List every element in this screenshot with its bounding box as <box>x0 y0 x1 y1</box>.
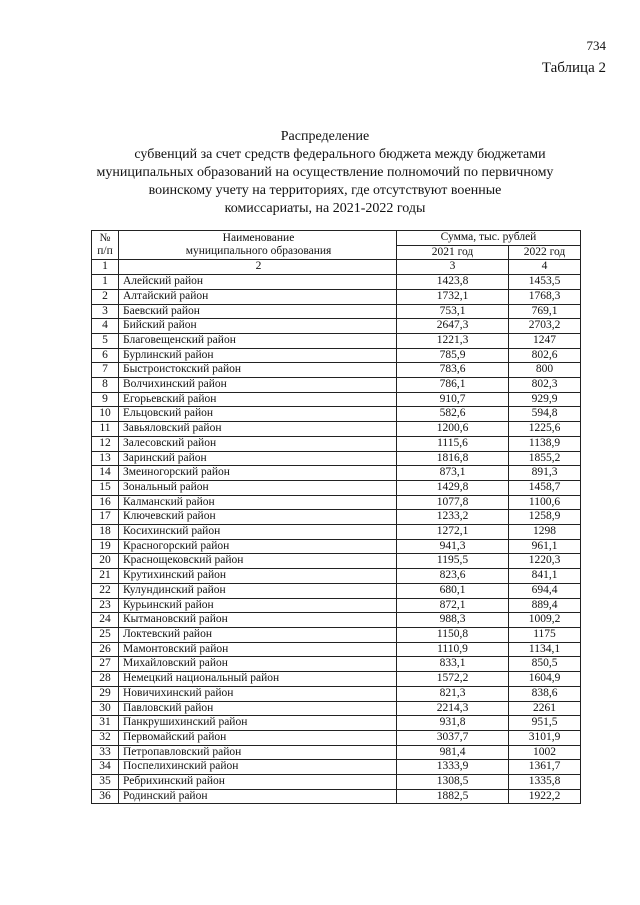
table-row <box>92 378 581 393</box>
column-number-cell: 4 <box>509 260 581 275</box>
table-row <box>92 466 581 481</box>
amount-2022-cell: 1335,8 <box>509 775 581 790</box>
municipality-name-cell: Алейский район <box>119 275 397 290</box>
table-row <box>92 701 581 716</box>
amount-2021-cell: 1115,6 <box>397 436 509 451</box>
row-number-cell: 28 <box>92 672 119 687</box>
amount-2022-cell: 769,1 <box>509 304 581 319</box>
amount-2022-cell: 1458,7 <box>509 480 581 495</box>
table-row <box>92 407 581 422</box>
header-name-line2: муниципального образования <box>185 245 332 258</box>
amount-2022-cell: 1247 <box>509 333 581 348</box>
amount-2022-cell: 850,5 <box>509 657 581 672</box>
amount-2022-cell: 1258,9 <box>509 510 581 525</box>
row-number-cell: 31 <box>92 716 119 731</box>
municipality-name-cell: Петропавловский район <box>119 745 397 760</box>
municipality-name-cell: Косихинский район <box>119 525 397 540</box>
row-number-cell: 13 <box>92 451 119 466</box>
row-number-cell: 1 <box>92 275 119 290</box>
amount-2022-cell: 1453,5 <box>509 275 581 290</box>
municipality-name-cell: Залесовский район <box>119 436 397 451</box>
column-number-cell: 3 <box>397 260 509 275</box>
table-row <box>92 510 581 525</box>
municipality-name-cell: Егорьевский район <box>119 392 397 407</box>
row-number-cell: 21 <box>92 569 119 584</box>
municipality-name-cell: Павловский район <box>119 701 397 716</box>
amount-2021-cell: 1272,1 <box>397 525 509 540</box>
row-number-cell: 16 <box>92 495 119 510</box>
document-heading <box>95 128 555 218</box>
table-row <box>92 289 581 304</box>
amount-2022-cell: 1100,6 <box>509 495 581 510</box>
municipality-name-cell: Бийский район <box>119 319 397 334</box>
header-sum-cell: Сумма, тыс. рублей <box>397 231 581 246</box>
amount-2022-cell: 838,6 <box>509 686 581 701</box>
amount-2022-cell: 2261 <box>509 701 581 716</box>
table-row <box>92 422 581 437</box>
header-year-2021: 2021 год <box>397 245 509 260</box>
municipality-name-cell: Калманский район <box>119 495 397 510</box>
municipality-name-cell: Курьинский район <box>119 598 397 613</box>
amount-2021-cell: 872,1 <box>397 598 509 613</box>
column-number-row <box>92 260 581 275</box>
municipality-name-cell: Поспелихинский район <box>119 760 397 775</box>
municipality-name-cell: Ключевский район <box>119 510 397 525</box>
amount-2021-cell: 1150,8 <box>397 627 509 642</box>
amount-2022-cell: 1855,2 <box>509 451 581 466</box>
table-row <box>92 672 581 687</box>
row-number-cell: 22 <box>92 583 119 598</box>
heading-line: субвенций за счет средств федерального бюджета между бюджетами <box>134 147 546 162</box>
row-number-cell: 3 <box>92 304 119 319</box>
heading-line: муниципальных образований на осуществление полномочий по первичному <box>96 165 554 180</box>
table-row <box>92 760 581 775</box>
amount-2021-cell: 1732,1 <box>397 289 509 304</box>
amount-2021-cell: 1308,5 <box>397 775 509 790</box>
municipality-name-cell: Красногорский район <box>119 539 397 554</box>
amount-2022-cell: 1298 <box>509 525 581 540</box>
table-row <box>92 686 581 701</box>
amount-2022-cell: 891,3 <box>509 466 581 481</box>
amount-2021-cell: 1221,3 <box>397 333 509 348</box>
amount-2022-cell: 1768,3 <box>509 289 581 304</box>
column-number-cell: 1 <box>92 260 119 275</box>
amount-2021-cell: 1077,8 <box>397 495 509 510</box>
municipality-name-cell: Крутихинский район <box>119 569 397 584</box>
amount-2021-cell: 931,8 <box>397 716 509 731</box>
amount-2021-cell: 821,3 <box>397 686 509 701</box>
amount-2022-cell: 1009,2 <box>509 613 581 628</box>
row-number-cell: 11 <box>92 422 119 437</box>
municipality-name-cell: Первомайский район <box>119 730 397 745</box>
amount-2021-cell: 3037,7 <box>397 730 509 745</box>
municipality-name-cell: Благовещенский район <box>119 333 397 348</box>
heading-line: комиссариаты, на 2021-2022 годы <box>224 201 426 216</box>
municipality-name-cell: Алтайский район <box>119 289 397 304</box>
municipality-name-cell: Заринский район <box>119 451 397 466</box>
header-num-line1: № <box>99 231 111 244</box>
municipality-name-cell: Мамонтовский район <box>119 642 397 657</box>
table-row <box>92 333 581 348</box>
amount-2021-cell: 1110,9 <box>397 642 509 657</box>
row-number-cell: 23 <box>92 598 119 613</box>
table-header-row <box>92 231 581 246</box>
row-number-cell: 25 <box>92 627 119 642</box>
municipality-name-cell: Быстроистокский район <box>119 363 397 378</box>
table-row <box>92 775 581 790</box>
row-number-cell: 35 <box>92 775 119 790</box>
municipality-name-cell: Баевский район <box>119 304 397 319</box>
amount-2021-cell: 783,6 <box>397 363 509 378</box>
amount-2022-cell: 802,6 <box>509 348 581 363</box>
row-number-cell: 2 <box>92 289 119 304</box>
header-name-line1: Наименование <box>222 231 295 244</box>
row-number-cell: 6 <box>92 348 119 363</box>
municipality-name-cell: Локтевский район <box>119 627 397 642</box>
header-name-cell <box>119 231 397 260</box>
amount-2022-cell: 694,4 <box>509 583 581 598</box>
amount-2022-cell: 889,4 <box>509 598 581 613</box>
amount-2021-cell: 1233,2 <box>397 510 509 525</box>
table-row <box>92 436 581 451</box>
amount-2022-cell: 1175 <box>509 627 581 642</box>
municipality-name-cell: Зональный район <box>119 480 397 495</box>
row-number-cell: 33 <box>92 745 119 760</box>
row-number-cell: 26 <box>92 642 119 657</box>
amount-2021-cell: 1816,8 <box>397 451 509 466</box>
row-number-cell: 18 <box>92 525 119 540</box>
table-row <box>92 745 581 760</box>
amount-2022-cell: 1220,3 <box>509 554 581 569</box>
row-number-cell: 36 <box>92 789 119 804</box>
amount-2021-cell: 2214,3 <box>397 701 509 716</box>
table-row <box>92 319 581 334</box>
header-num-line2: п/п <box>97 245 113 258</box>
amount-2022-cell: 961,1 <box>509 539 581 554</box>
row-number-cell: 4 <box>92 319 119 334</box>
row-number-cell: 14 <box>92 466 119 481</box>
municipality-name-cell: Немецкий национальный район <box>119 672 397 687</box>
municipality-name-cell: Краснощековский район <box>119 554 397 569</box>
amount-2022-cell: 841,1 <box>509 569 581 584</box>
row-number-cell: 5 <box>92 333 119 348</box>
amount-2022-cell: 1138,9 <box>509 436 581 451</box>
row-number-cell: 19 <box>92 539 119 554</box>
amount-2021-cell: 981,4 <box>397 745 509 760</box>
row-number-cell: 34 <box>92 760 119 775</box>
table-row <box>92 583 581 598</box>
table-row <box>92 363 581 378</box>
amount-2021-cell: 680,1 <box>397 583 509 598</box>
table-row <box>92 642 581 657</box>
amount-2021-cell: 1429,8 <box>397 480 509 495</box>
row-number-cell: 15 <box>92 480 119 495</box>
table-row <box>92 348 581 363</box>
table-row <box>92 451 581 466</box>
subventions-table <box>91 230 581 804</box>
table-row <box>92 613 581 628</box>
row-number-cell: 7 <box>92 363 119 378</box>
municipality-name-cell: Ельцовский район <box>119 407 397 422</box>
row-number-cell: 27 <box>92 657 119 672</box>
row-number-cell: 30 <box>92 701 119 716</box>
amount-2022-cell: 1361,7 <box>509 760 581 775</box>
amount-2021-cell: 988,3 <box>397 613 509 628</box>
amount-2022-cell: 1225,6 <box>509 422 581 437</box>
row-number-cell: 10 <box>92 407 119 422</box>
amount-2022-cell: 594,8 <box>509 407 581 422</box>
municipality-name-cell: Новичихинский район <box>119 686 397 701</box>
amount-2021-cell: 873,1 <box>397 466 509 481</box>
table-row <box>92 554 581 569</box>
row-number-cell: 29 <box>92 686 119 701</box>
amount-2021-cell: 753,1 <box>397 304 509 319</box>
municipality-name-cell: Змеиногорский район <box>119 466 397 481</box>
table-row <box>92 716 581 731</box>
municipality-name-cell: Михайловский район <box>119 657 397 672</box>
amount-2021-cell: 582,6 <box>397 407 509 422</box>
amount-2021-cell: 833,1 <box>397 657 509 672</box>
amount-2022-cell: 929,9 <box>509 392 581 407</box>
table-row <box>92 480 581 495</box>
municipality-name-cell: Завьяловский район <box>119 422 397 437</box>
municipality-name-cell: Кулундинский район <box>119 583 397 598</box>
municipality-name-cell: Родинский район <box>119 789 397 804</box>
amount-2022-cell: 800 <box>509 363 581 378</box>
amount-2022-cell: 1922,2 <box>509 789 581 804</box>
amount-2022-cell: 2703,2 <box>509 319 581 334</box>
municipality-name-cell: Ребрихинский район <box>119 775 397 790</box>
table-row <box>92 730 581 745</box>
table-row <box>92 598 581 613</box>
table-row <box>92 525 581 540</box>
municipality-name-cell: Волчихинский район <box>119 378 397 393</box>
amount-2021-cell: 941,3 <box>397 539 509 554</box>
header-year-2022: 2022 год <box>509 245 581 260</box>
amount-2021-cell: 1882,5 <box>397 789 509 804</box>
amount-2022-cell: 1002 <box>509 745 581 760</box>
amount-2022-cell: 3101,9 <box>509 730 581 745</box>
table-row <box>92 392 581 407</box>
table-row <box>92 495 581 510</box>
amount-2022-cell: 802,3 <box>509 378 581 393</box>
row-number-cell: 8 <box>92 378 119 393</box>
table-row <box>92 569 581 584</box>
amount-2021-cell: 1200,6 <box>397 422 509 437</box>
amount-2021-cell: 1572,2 <box>397 672 509 687</box>
amount-2022-cell: 1604,9 <box>509 672 581 687</box>
column-number-cell: 2 <box>119 260 397 275</box>
amount-2021-cell: 1333,9 <box>397 760 509 775</box>
table-label: Таблица 2 <box>541 60 606 76</box>
amount-2021-cell: 1195,5 <box>397 554 509 569</box>
row-number-cell: 17 <box>92 510 119 525</box>
amount-2021-cell: 1423,8 <box>397 275 509 290</box>
table-row <box>92 657 581 672</box>
amount-2021-cell: 910,7 <box>397 392 509 407</box>
row-number-cell: 24 <box>92 613 119 628</box>
row-number-cell: 12 <box>92 436 119 451</box>
table-row <box>92 304 581 319</box>
header-num-cell <box>92 231 119 260</box>
table-row <box>92 789 581 804</box>
heading-line: воинскому учету на территориях, где отсутствуют военные <box>148 183 502 198</box>
amount-2021-cell: 785,9 <box>397 348 509 363</box>
amount-2021-cell: 2647,3 <box>397 319 509 334</box>
table-row <box>92 627 581 642</box>
row-number-cell: 32 <box>92 730 119 745</box>
amount-2022-cell: 951,5 <box>509 716 581 731</box>
amount-2022-cell: 1134,1 <box>509 642 581 657</box>
municipality-name-cell: Кытмановский район <box>119 613 397 628</box>
amount-2021-cell: 823,6 <box>397 569 509 584</box>
page-number: 734 <box>586 38 606 53</box>
municipality-name-cell: Бурлинский район <box>119 348 397 363</box>
municipality-name-cell: Панкрушихинский район <box>119 716 397 731</box>
row-number-cell: 20 <box>92 554 119 569</box>
table-row <box>92 539 581 554</box>
heading-line: Распределение <box>280 129 370 144</box>
table-row <box>92 275 581 290</box>
row-number-cell: 9 <box>92 392 119 407</box>
amount-2021-cell: 786,1 <box>397 378 509 393</box>
